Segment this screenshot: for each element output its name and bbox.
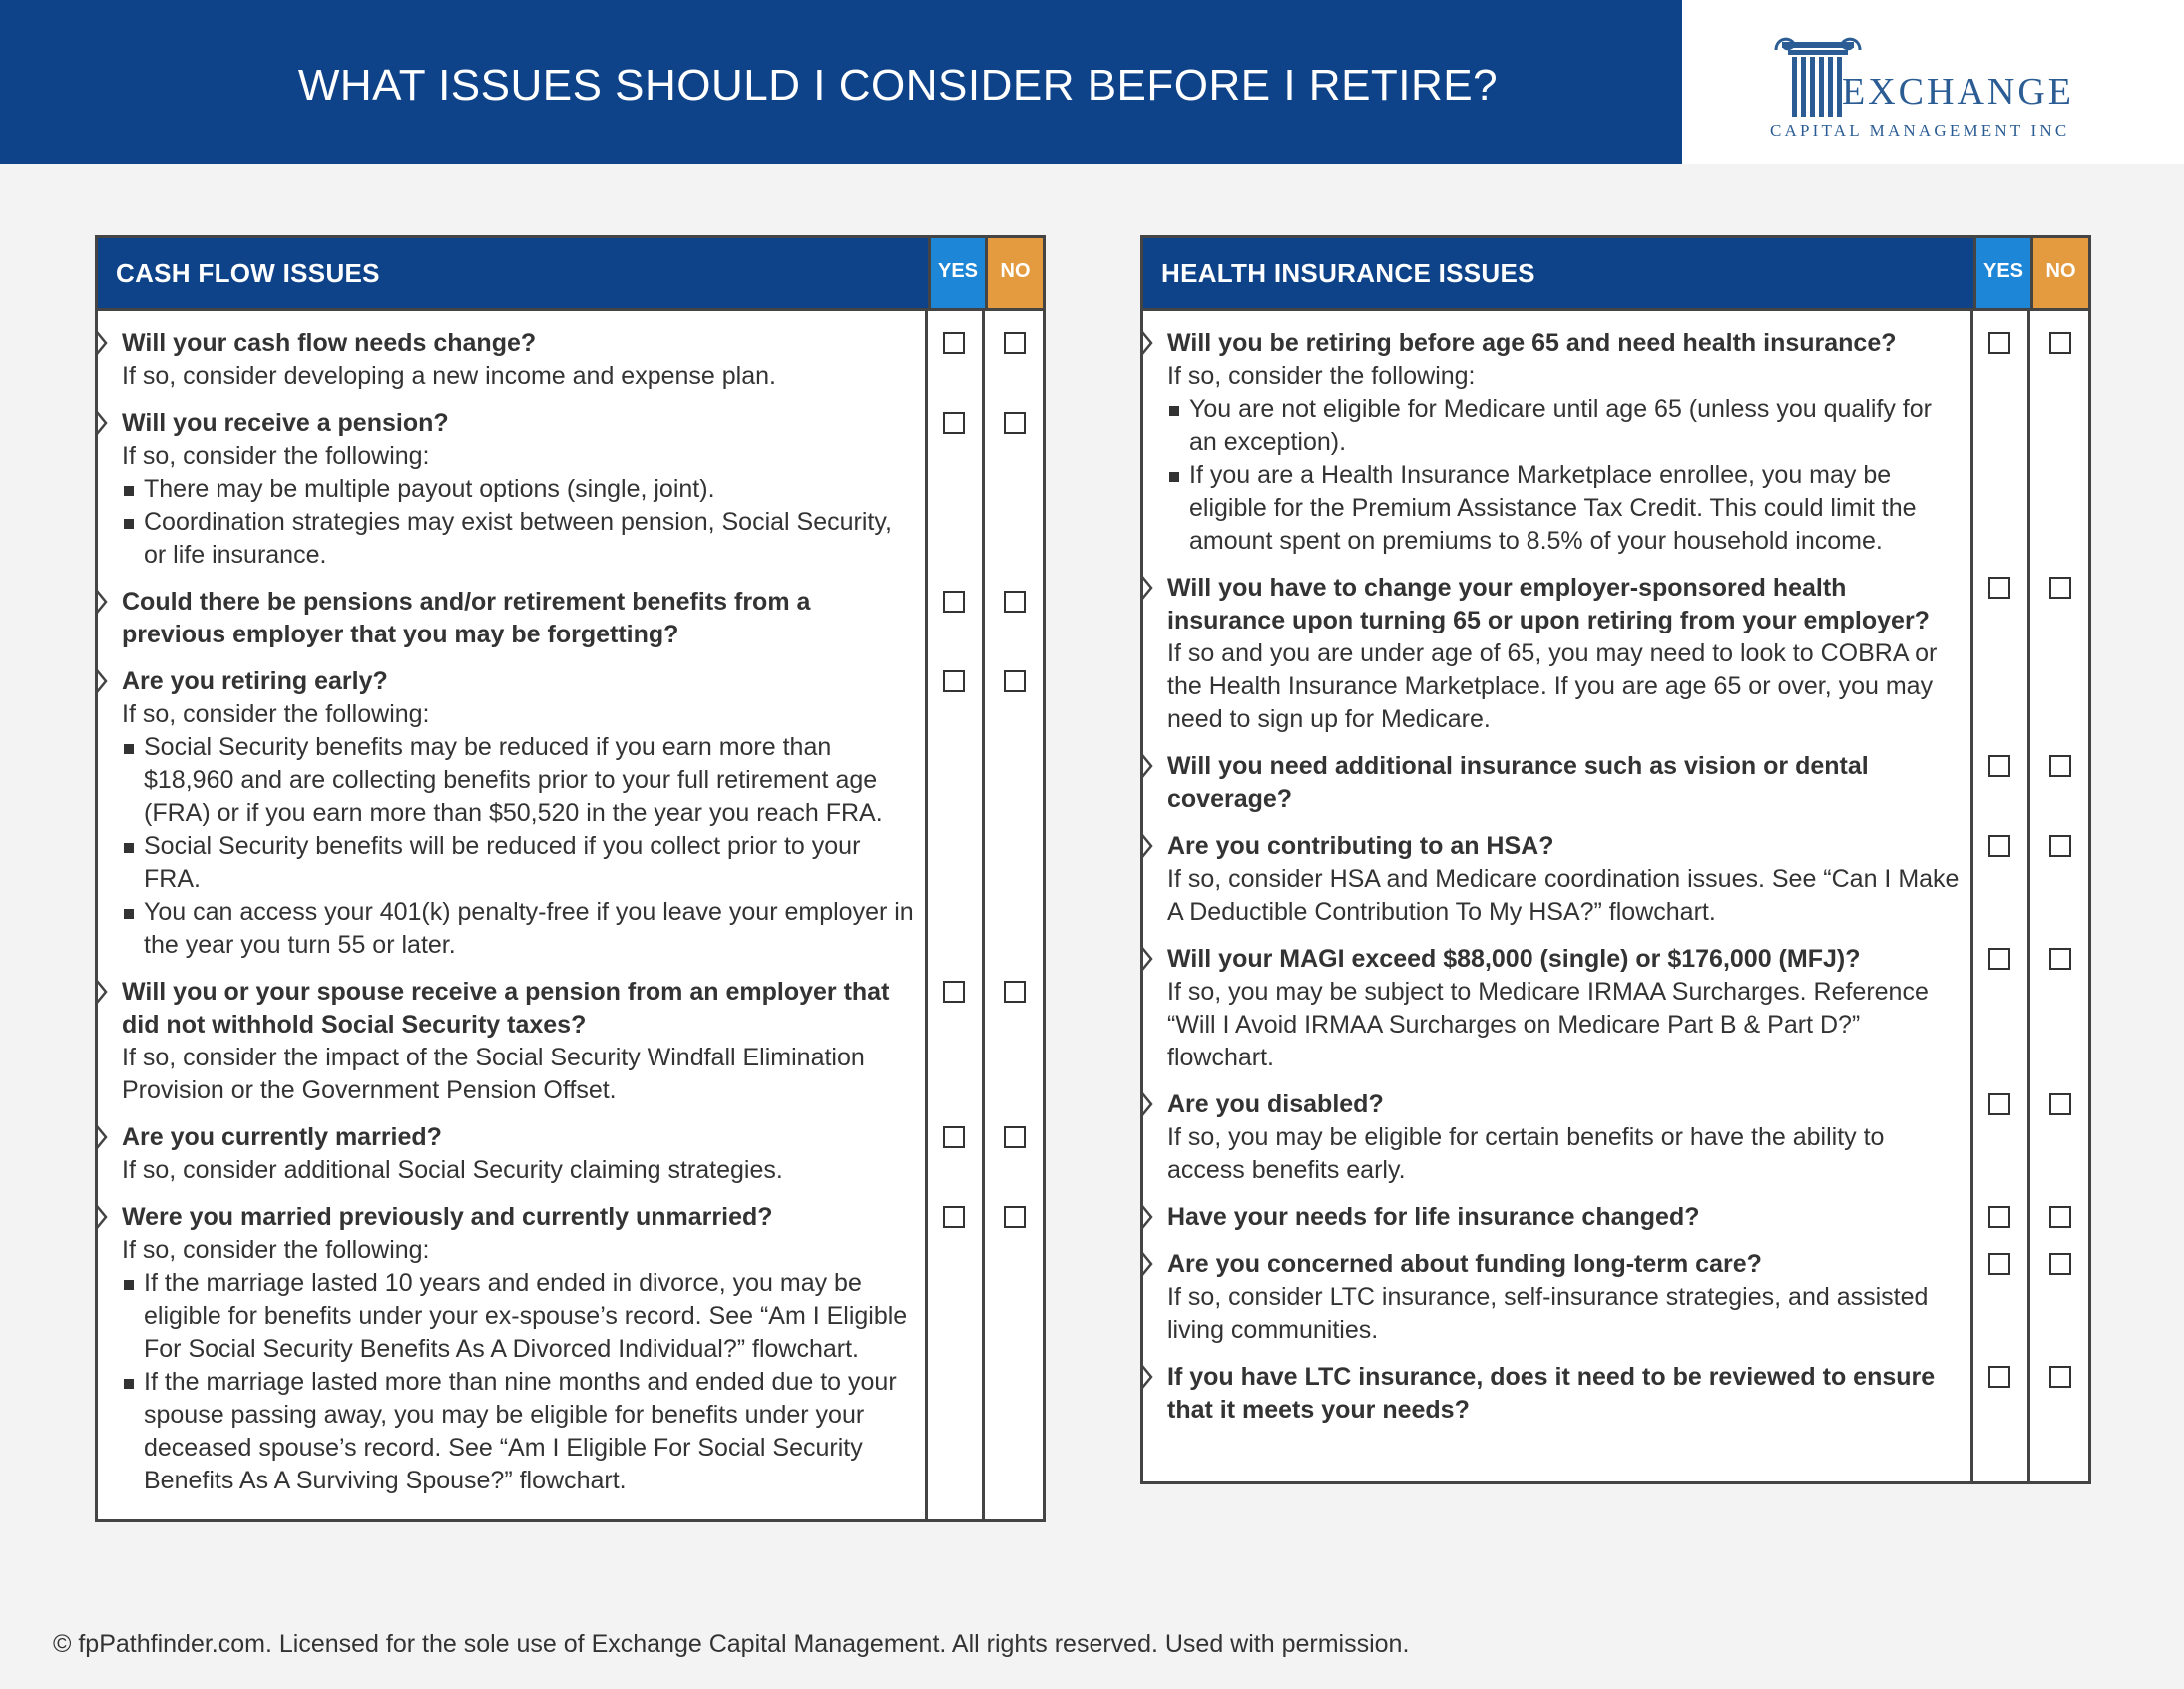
bullet-point: There may be multiple payout options (single, joint). bbox=[122, 473, 914, 506]
no-checkbox[interactable] bbox=[2049, 1206, 2071, 1228]
chevron-right-icon bbox=[1140, 330, 1154, 356]
question-detail: If so, consider HSA and Medicare coordination issues. See “Can I Make A Deductible Contribution To My HSA?” flowchart. bbox=[1167, 865, 1960, 926]
no-checkbox[interactable] bbox=[2049, 835, 2071, 857]
no-checkbox[interactable] bbox=[2049, 1093, 2071, 1115]
bullet-point: If the marriage lasted more than nine months and ended due to your spouse passing away, you may be eligible for benefits under your deceased spouse’s record. See “Am I Eligible For Social Security Benefits As A Surviving Spouse?” flowchart. bbox=[122, 1366, 914, 1497]
yes-checkbox[interactable] bbox=[943, 591, 965, 613]
page-title: WHAT ISSUES SHOULD I CONSIDER BEFORE I RETIRE? bbox=[297, 61, 1499, 110]
question-text: Will you have to change your employer-sponsored health insurance upon turning 65 or upon retiring from your employer? bbox=[1167, 574, 1930, 634]
bullet-point: You are not eligible for Medicare until age 65 (unless you qualify for an exception). bbox=[1167, 393, 1960, 459]
copyright-footer: © fpPathfinder.com. Licensed for the sole use of Exchange Capital Management. All rights reserved. Used with permission. bbox=[53, 1630, 1410, 1658]
header-divider bbox=[1143, 308, 2088, 311]
chevron-right-icon bbox=[95, 668, 109, 694]
no-checkbox[interactable] bbox=[2049, 755, 2071, 777]
company-logo bbox=[1682, 0, 2184, 164]
chevron-right-icon bbox=[1140, 1091, 1154, 1117]
yes-checkbox[interactable] bbox=[1988, 1093, 2010, 1115]
chevron-right-icon bbox=[1140, 753, 1154, 779]
question-detail: If so, consider the impact of the Social Security Windfall Elimination Provision or the Government Pension Offset. bbox=[122, 1044, 865, 1104]
checklist-item bbox=[1143, 572, 1973, 736]
checklist-item bbox=[1143, 1361, 1973, 1427]
health-insurance-panel bbox=[1140, 235, 2091, 1484]
yes-checkbox[interactable] bbox=[943, 670, 965, 692]
question-text: Could there be pensions and/or retirement benefits from a previous employer that you may be forgetting? bbox=[122, 588, 811, 648]
checklist-item bbox=[98, 665, 928, 962]
yes-checkbox[interactable] bbox=[1988, 1253, 2010, 1275]
question-text: Will you need additional insurance such as vision or dental coverage? bbox=[1167, 752, 1869, 813]
bullet-point: You can access your 401(k) penalty-free if you leave your employer in the year you turn 55 or later. bbox=[122, 896, 914, 962]
chevron-right-icon bbox=[1140, 1251, 1154, 1277]
header-divider bbox=[98, 308, 1043, 311]
question-detail: If so and you are under age of 65, you may need to look to COBRA or the Health Insurance Marketplace. If you are age 65 or over, you may need to sign up for Medicare. bbox=[1167, 639, 1938, 733]
checklist-item bbox=[1143, 750, 1973, 816]
panel-header bbox=[1143, 238, 2088, 308]
yes-column-header: YES bbox=[928, 238, 985, 308]
question-text: Will you be retiring before age 65 and need health insurance? bbox=[1167, 329, 1897, 357]
no-checkbox[interactable] bbox=[2049, 332, 2071, 354]
yes-checkbox[interactable] bbox=[943, 981, 965, 1003]
checklist-item bbox=[1143, 1088, 1973, 1187]
panel-title: HEALTH INSURANCE ISSUES bbox=[1161, 258, 1535, 288]
yes-checkbox[interactable] bbox=[943, 1206, 965, 1228]
question-text: Will your cash flow needs change? bbox=[122, 329, 537, 357]
checklist-item bbox=[1143, 1248, 1973, 1347]
chevron-right-icon bbox=[1140, 1364, 1154, 1390]
no-checkbox[interactable] bbox=[2049, 1366, 2071, 1388]
checklist-item bbox=[98, 586, 928, 651]
question-detail: If so, consider developing a new income and expense plan. bbox=[122, 362, 776, 390]
no-column-header: NO bbox=[985, 238, 1043, 308]
no-column-divider bbox=[2027, 311, 2030, 1481]
question-detail: If so, you may be eligible for certain benefits or have the ability to access benefits early. bbox=[1167, 1123, 1885, 1184]
cash-flow-items bbox=[98, 327, 928, 1511]
question-detail: If so, consider the following: bbox=[122, 442, 430, 470]
panel-title: CASH FLOW ISSUES bbox=[116, 258, 380, 288]
question-text: Are you currently married? bbox=[122, 1123, 442, 1151]
no-checkbox[interactable] bbox=[1004, 670, 1026, 692]
no-checkbox[interactable] bbox=[2049, 577, 2071, 599]
bullet-point: If you are a Health Insurance Marketplace enrollee, you may be eligible for the Premium Assistance Tax Credit. This could limit the amount spent on premiums to 8.5% of your household income. bbox=[1167, 459, 1960, 558]
question-text: Have your needs for life insurance changed? bbox=[1167, 1203, 1700, 1231]
no-checkbox[interactable] bbox=[1004, 591, 1026, 613]
question-detail: If so, consider additional Social Security claiming strategies. bbox=[122, 1156, 783, 1184]
page-header bbox=[0, 0, 2184, 164]
yes-column-header: YES bbox=[1973, 238, 2030, 308]
question-detail: If so, consider the following: bbox=[1167, 362, 1476, 390]
no-column-divider bbox=[982, 311, 985, 1519]
yes-checkbox[interactable] bbox=[1988, 1206, 2010, 1228]
no-checkbox[interactable] bbox=[2049, 948, 2071, 970]
question-detail: If so, you may be subject to Medicare IRMAA Surcharges. Reference “Will I Avoid IRMAA Surcharges on Medicare Part B & Part D?” flowchart. bbox=[1167, 978, 1929, 1071]
yes-checkbox[interactable] bbox=[1988, 1366, 2010, 1388]
checklist-item bbox=[1143, 1201, 1973, 1234]
checklist-item bbox=[98, 407, 928, 572]
no-checkbox[interactable] bbox=[1004, 332, 1026, 354]
checklist-item bbox=[98, 1201, 928, 1497]
chevron-right-icon bbox=[95, 1204, 109, 1230]
question-text: Are you retiring early? bbox=[122, 667, 388, 695]
yes-checkbox[interactable] bbox=[1988, 332, 2010, 354]
checklist-item bbox=[98, 327, 928, 393]
chevron-right-icon bbox=[95, 410, 109, 436]
question-text: Will your MAGI exceed $88,000 (single) or $176,000 (MFJ)? bbox=[1167, 945, 1861, 973]
no-checkbox[interactable] bbox=[2049, 1253, 2071, 1275]
yes-checkbox[interactable] bbox=[943, 412, 965, 434]
question-text: If you have LTC insurance, does it need to be reviewed to ensure that it meets your needs? bbox=[1167, 1363, 1936, 1424]
bullet-point: Social Security benefits may be reduced if you earn more than $18,960 and are collecting benefits prior to your full retirement age (FRA) or if you earn more than $50,520 in the year you reach FRA. bbox=[122, 731, 914, 830]
chevron-right-icon bbox=[1140, 833, 1154, 859]
question-detail: If so, consider the following: bbox=[122, 700, 430, 728]
yes-checkbox[interactable] bbox=[943, 332, 965, 354]
question-text: Will you receive a pension? bbox=[122, 409, 449, 437]
question-text: Will you or your spouse receive a pension from an employer that did not withhold Social Security taxes? bbox=[122, 978, 890, 1039]
checklist-item bbox=[98, 976, 928, 1107]
bullet-point: If the marriage lasted 10 years and ended in divorce, you may be eligible for benefits under your ex-spouse’s record. See “Am I Eligible For Social Security Benefits As A Divorced Individual?” flowchart. bbox=[122, 1267, 914, 1366]
cash-flow-panel bbox=[95, 235, 1046, 1522]
chevron-right-icon bbox=[95, 979, 109, 1005]
panel-header bbox=[98, 238, 1043, 308]
checklist-item bbox=[1143, 327, 1973, 558]
question-text: Were you married previously and currently unmarried? bbox=[122, 1203, 773, 1231]
chevron-right-icon bbox=[95, 1124, 109, 1150]
no-checkbox[interactable] bbox=[1004, 412, 1026, 434]
yes-checkbox[interactable] bbox=[1988, 948, 2010, 970]
question-text: Are you disabled? bbox=[1167, 1090, 1384, 1118]
chevron-right-icon bbox=[1140, 575, 1154, 601]
chevron-right-icon bbox=[95, 589, 109, 615]
question-detail: If so, consider the following: bbox=[122, 1236, 430, 1264]
no-checkbox[interactable] bbox=[1004, 1206, 1026, 1228]
no-checkbox[interactable] bbox=[1004, 981, 1026, 1003]
checklist-item bbox=[1143, 943, 1973, 1074]
chevron-right-icon bbox=[95, 330, 109, 356]
question-detail: If so, consider LTC insurance, self-insurance strategies, and assisted living communities. bbox=[1167, 1283, 1929, 1344]
no-column-header: NO bbox=[2030, 238, 2088, 308]
yes-checkbox[interactable] bbox=[1988, 755, 2010, 777]
logo-subtitle: CAPITAL MANAGEMENT INC bbox=[1770, 121, 2070, 140]
logo-wordmark: EXCHANGE bbox=[1842, 71, 2074, 113]
yes-checkbox[interactable] bbox=[943, 1126, 965, 1148]
health-insurance-items bbox=[1143, 327, 1973, 1441]
chevron-right-icon bbox=[1140, 1204, 1154, 1230]
yes-checkbox[interactable] bbox=[1988, 577, 2010, 599]
question-text: Are you contributing to an HSA? bbox=[1167, 832, 1554, 860]
checklist-item bbox=[98, 1121, 928, 1187]
question-text: Are you concerned about funding long-term care? bbox=[1167, 1250, 1762, 1278]
bullet-point: Coordination strategies may exist between pension, Social Security, or life insurance. bbox=[122, 506, 914, 572]
yes-checkbox[interactable] bbox=[1988, 835, 2010, 857]
no-checkbox[interactable] bbox=[1004, 1126, 1026, 1148]
checklist-item bbox=[1143, 830, 1973, 929]
chevron-right-icon bbox=[1140, 946, 1154, 972]
bullet-point: Social Security benefits will be reduced if you collect prior to your FRA. bbox=[122, 830, 914, 896]
